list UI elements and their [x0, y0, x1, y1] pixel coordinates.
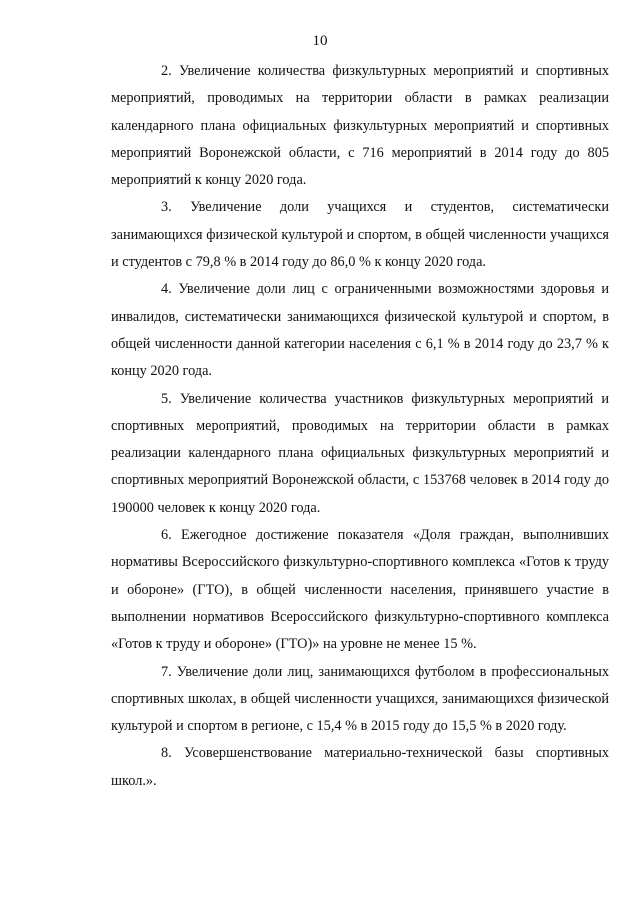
page-number: 10: [312, 33, 328, 49]
paragraph-item-6: 6. Ежегодное достижение показателя «Доля граждан, выполнивших нормативы Всероссийского физкультурно-спортивного комплекса «Готов к труду и обороне» (ГТО), в общей численности населения, принявшего участие в выполнении нормативов Всероссийского физкультурно-спортивного комплекса «Готов к труду и обороне» (ГТО)» на уровне не менее 15 %.: [111, 527, 609, 653]
paragraph-item-2: 2. Увеличение количества физкультурных мероприятий и спортивных мероприятий, проводимых на территории области в рамках реализации календарного плана официальных физкультурных мероприятий и спортивных мероприятий Воронежской области, с 716 мероприятий в 2014 году до 805 мероприятий к концу 2020 года.: [111, 63, 609, 189]
paragraph-item-3: 3. Увеличение доли учащихся и студентов, систематически занимающихся физической культурой и спортом, в общей численности учащихся и студентов с 79,8 % в 2014 году до 86,0 % к концу 2020 года.: [111, 199, 609, 271]
paragraph-item-7: 7. Увеличение доли лиц, занимающихся футболом в профессиональных спортивных школах, в общей численности учащихся, занимающихся физической культурой и спортом в регионе, с 15,4 % в 2015 году до 15,5 % в 2020 году.: [111, 663, 609, 735]
paragraph-item-8: 8. Усовершенствование материально-технической базы спортивных школ.».: [111, 745, 609, 789]
document-body: [111, 58, 609, 795]
paragraph-item-4: 4. Увеличение доли лиц с ограниченными возможностями здоровья и инвалидов, систематически занимающихся физической культурой и спортом, в общей численности данной категории населения с 6,1 % в 2014 году до 23,7 % к концу 2020 года.: [111, 281, 609, 380]
paragraph-item-5: 5. Увеличение количества участников физкультурных мероприятий и спортивных мероприятий, проводимых на территории области в рамках реализации календарного плана официальных физкультурных мероприятий и спортивных мероприятий Воронежской области, с 153768 человек в 2014 году до 190000 человек к концу 2020 года.: [111, 390, 609, 516]
